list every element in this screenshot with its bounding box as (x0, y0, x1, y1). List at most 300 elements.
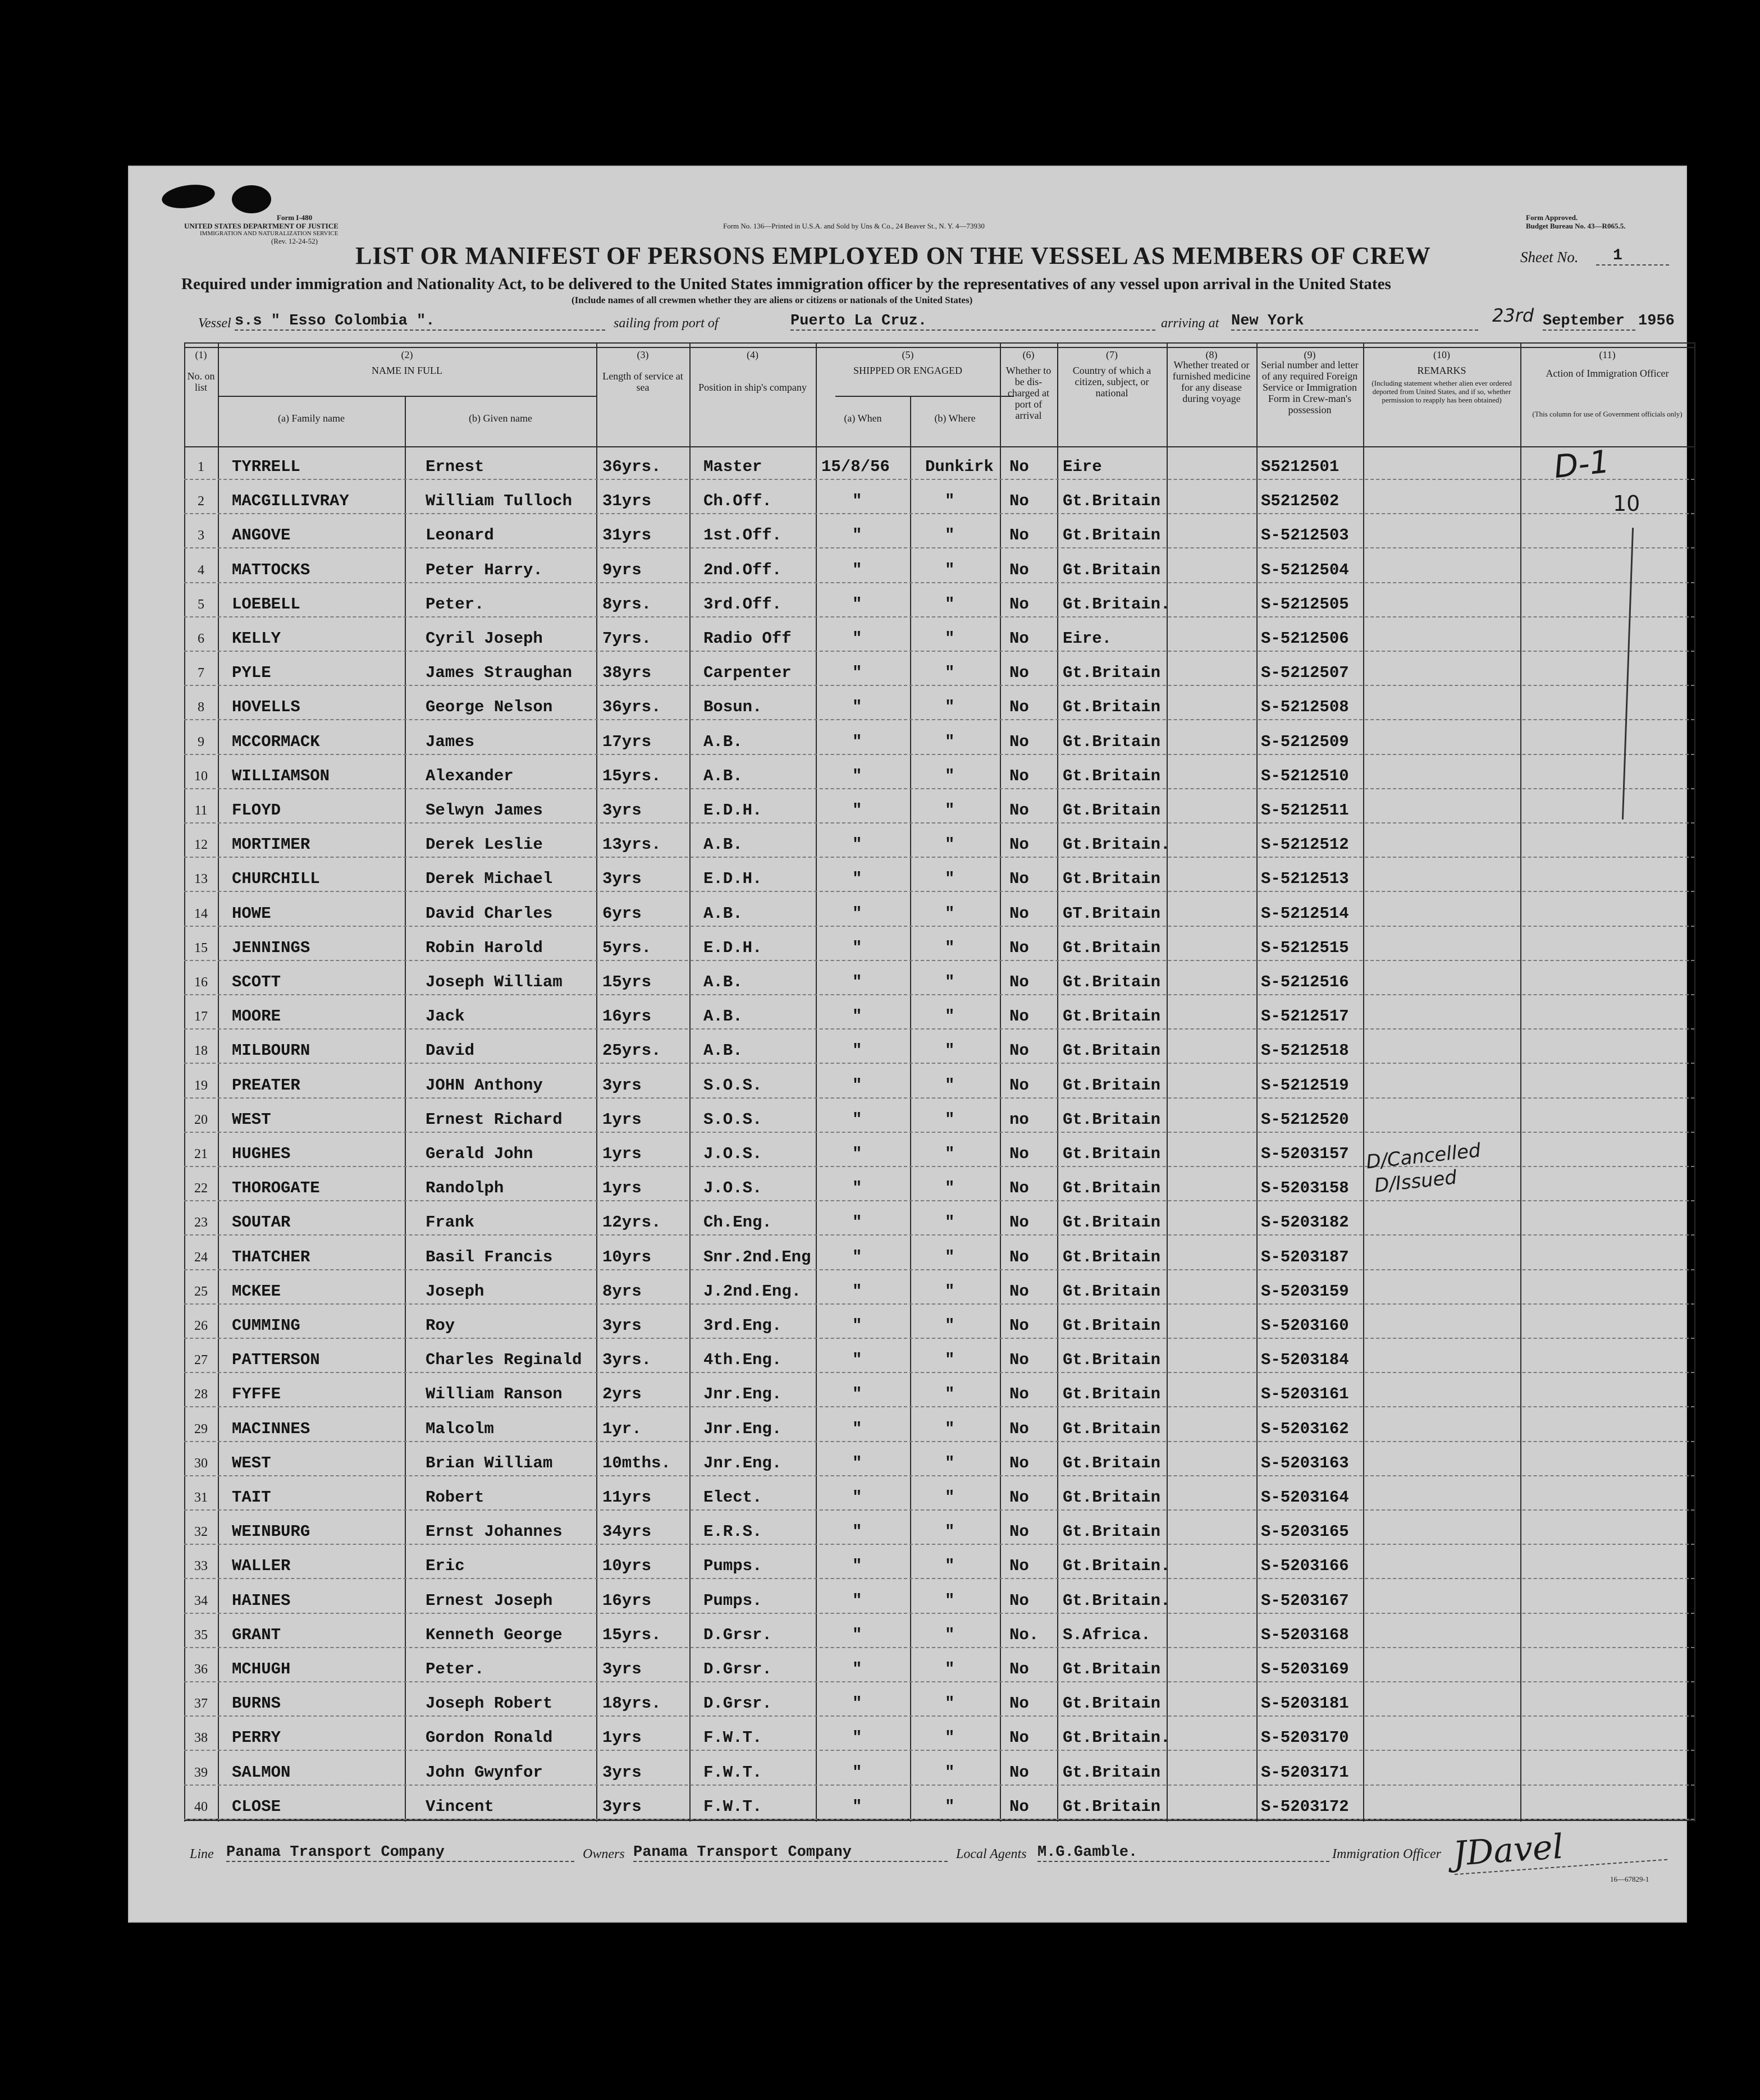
cell-position: 1st.Off. (703, 526, 782, 545)
cell-when: " (852, 1453, 862, 1472)
cell-country: Gt.Britain (1063, 1694, 1161, 1713)
row-number: 23 (194, 1215, 208, 1230)
cell-serial: S-5212506 (1261, 629, 1349, 648)
row-rule (184, 1303, 1694, 1305)
row-number: 28 (194, 1387, 208, 1402)
cell-serial: S-5212517 (1261, 1007, 1349, 1026)
cell-discharge: No (1009, 1179, 1029, 1198)
cell-service: 13yrs. (602, 835, 661, 854)
cell-discharge: No (1009, 492, 1029, 511)
col10-label: REMARKS (1417, 365, 1466, 376)
cell-serial: S-5203181 (1261, 1694, 1349, 1713)
cell-position: F.W.T. (703, 1728, 762, 1747)
owners-label: Owners (583, 1847, 625, 1861)
row-number: 29 (194, 1421, 208, 1436)
cell-given: Alexander (426, 766, 514, 785)
cell-where: " (945, 526, 955, 545)
cell-given: Selwyn James (426, 801, 543, 820)
cell-where: " (945, 1076, 955, 1095)
cell-when: " (852, 1213, 862, 1232)
cell-where: " (945, 938, 955, 957)
col5b-label: (b) Where (934, 413, 976, 424)
cell-family: HUGHES (232, 1145, 291, 1163)
cell-where: " (945, 1145, 955, 1163)
cell-discharge: No (1009, 732, 1029, 751)
cell-family: HOVELLS (232, 698, 300, 717)
cell-country: Gt.Britain (1063, 1179, 1161, 1198)
cell-service: 10mths. (602, 1453, 671, 1472)
row-rule (184, 685, 1694, 686)
col-line (1256, 342, 1258, 1822)
cell-service: 1yrs (602, 1179, 642, 1198)
col9-number: (9) (1304, 349, 1316, 360)
cell-where: " (945, 973, 955, 991)
row-rule (184, 926, 1694, 927)
row-rule (184, 513, 1694, 514)
cell-family: PERRY (232, 1728, 281, 1747)
row-number: 40 (194, 1799, 208, 1814)
row-rule (184, 616, 1694, 617)
row-number: 10 (194, 768, 208, 784)
col-line (596, 342, 597, 1822)
cell-discharge: No (1009, 457, 1029, 476)
cell-service: 1yr. (602, 1419, 642, 1438)
agents-label: Local Agents (956, 1847, 1027, 1861)
cell-service: 38yrs (602, 664, 652, 683)
cell-discharge: No (1009, 1385, 1029, 1404)
cell-serial: S-5203162 (1261, 1419, 1349, 1438)
cell-given: Joseph (426, 1282, 484, 1301)
cell-service: 16yrs (602, 1591, 652, 1610)
cell-serial: S-5212504 (1261, 560, 1349, 579)
cell-country: Eire (1063, 457, 1102, 476)
cell-position: A.B. (703, 766, 743, 785)
cell-family: WALLER (232, 1557, 291, 1576)
cell-position: 3rd.Eng. (703, 1316, 782, 1335)
officer-label: Immigration Officer (1332, 1847, 1441, 1861)
cell-when: " (852, 835, 862, 854)
line-value: Panama Transport Company (226, 1844, 574, 1862)
cell-position: Ch.Off. (703, 492, 772, 511)
row-number: 8 (198, 700, 204, 715)
cell-where: " (945, 904, 955, 923)
cell-serial: S-5203166 (1261, 1557, 1349, 1576)
cell-when: " (852, 664, 862, 683)
manifest-sheet (128, 166, 1687, 1923)
cell-where: " (945, 1351, 955, 1370)
cell-where: " (945, 1179, 955, 1198)
cell-given: Gordon Ronald (426, 1728, 553, 1747)
cell-discharge: No (1009, 594, 1029, 614)
cell-family: KELLY (232, 629, 281, 648)
row-rule (184, 1509, 1694, 1511)
col2-number: (2) (401, 349, 413, 360)
row-number: 34 (194, 1593, 208, 1608)
cell-when: " (852, 526, 862, 545)
row-number: 38 (194, 1731, 208, 1746)
col5a-label: (a) When (844, 413, 882, 424)
row-number: 1 (198, 460, 204, 474)
row-number: 22 (194, 1181, 208, 1196)
cell-country: Gt.Britain (1063, 664, 1161, 683)
row-rule (184, 754, 1694, 755)
cell-where: " (945, 664, 955, 683)
cell-discharge: No (1009, 1007, 1029, 1026)
cell-country: Gt.Britain (1063, 1145, 1161, 1163)
row-rule (184, 1475, 1694, 1476)
cell-service: 1yrs (602, 1110, 642, 1129)
row-number: 6 (198, 632, 204, 646)
cell-when: " (852, 629, 862, 648)
cell-family: BURNS (232, 1694, 281, 1713)
cell-service: 1yrs (602, 1728, 642, 1747)
cell-given: Leonard (426, 526, 494, 545)
cell-family: SOUTAR (232, 1213, 291, 1232)
cell-position: 4th.Eng. (703, 1351, 782, 1370)
cell-position: Pumps. (703, 1591, 762, 1610)
cell-position: E.R.S. (703, 1522, 762, 1541)
col11-label: Action of Immigration Officer (1546, 368, 1669, 379)
row-number: 19 (194, 1078, 208, 1093)
cell-service: 3yrs (602, 1316, 642, 1335)
cell-service: 15yrs. (602, 766, 661, 785)
row-number: 21 (194, 1147, 208, 1161)
cell-service: 2yrs (602, 1385, 642, 1404)
cell-country: Gt.Britain (1063, 526, 1161, 545)
cell-service: 6yrs (602, 904, 642, 923)
cell-where: " (945, 698, 955, 717)
cell-country: Gt.Britain (1063, 1351, 1161, 1370)
cell-where: " (945, 1557, 955, 1576)
cell-country: GT.Britain (1063, 904, 1161, 923)
crew-table (184, 342, 1694, 1959)
col1-label: No. on list (187, 370, 215, 393)
cell-service: 36yrs. (602, 698, 661, 717)
cell-discharge: No (1009, 1694, 1029, 1713)
cell-service: 8yrs (602, 1282, 642, 1301)
cell-where: " (945, 1282, 955, 1301)
cell-given: Peter. (426, 594, 484, 614)
table-top-line (184, 342, 1694, 344)
cell-when: " (852, 1625, 862, 1644)
arriving-port: New York (1231, 313, 1478, 331)
cell-when: " (852, 1007, 862, 1026)
cell-given: Roy (426, 1316, 455, 1335)
cell-family: WEST (232, 1453, 271, 1472)
action-mark: D-1 (1552, 443, 1612, 486)
col-line (910, 396, 911, 1822)
form-approved: Form Approved. (1526, 213, 1578, 222)
cell-when: " (852, 1145, 862, 1163)
row-number: 36 (194, 1662, 208, 1677)
col3-label: Length of service at sea (602, 370, 683, 393)
cell-country: Gt.Britain (1063, 1247, 1161, 1266)
cell-given: Jack (426, 1007, 465, 1026)
cell-service: 16yrs (602, 1007, 652, 1026)
row-rule (184, 1544, 1694, 1545)
row-number: 7 (198, 666, 204, 681)
cell-service: 36yrs. (602, 457, 661, 476)
cell-given: Frank (426, 1213, 475, 1232)
printer-line: Form No. 136—Printed in U.S.A. and Sold by Uns & Co., 24 Beaver St., N. Y. 4—73930 (723, 222, 985, 230)
col-line (816, 342, 817, 1822)
cell-serial: S-5203157 (1261, 1145, 1349, 1163)
cell-service: 11yrs (602, 1488, 652, 1507)
cell-when: " (852, 870, 862, 889)
cell-discharge: No (1009, 1557, 1029, 1576)
cell-where: " (945, 1522, 955, 1541)
cell-serial: S-5203182 (1261, 1213, 1349, 1232)
cell-discharge: No (1009, 1660, 1029, 1678)
cell-where: " (945, 1007, 955, 1026)
row-number: 15 (194, 940, 208, 955)
cell-service: 3yrs (602, 870, 642, 889)
cell-where: " (945, 1488, 955, 1507)
cell-family: PYLE (232, 664, 271, 683)
cell-where: " (945, 835, 955, 854)
cell-when: " (852, 801, 862, 820)
row-number: 9 (198, 734, 204, 749)
cell-family: MILBOURN (232, 1041, 310, 1060)
cell-country: Gt.Britain (1063, 698, 1161, 717)
cell-given: Ernest (426, 457, 484, 476)
cell-given: Vincent (426, 1797, 494, 1816)
cell-family: FLOYD (232, 801, 281, 820)
row-number: 4 (198, 562, 204, 578)
row-rule (184, 1406, 1694, 1407)
col5-label: SHIPPED OR ENGAGED (853, 365, 962, 376)
cell-given: Ernest Joseph (426, 1591, 553, 1610)
cell-serial: S-5212519 (1261, 1076, 1349, 1095)
cell-given: Malcolm (426, 1419, 494, 1438)
cell-family: THOROGATE (232, 1179, 320, 1198)
cell-discharge: No (1009, 1316, 1029, 1335)
department: UNITED STATES DEPARTMENT OF JUSTICE (184, 222, 339, 230)
cell-serial: S-5203172 (1261, 1797, 1349, 1816)
cell-given: John Gwynfor (426, 1763, 543, 1782)
cell-given: Peter Harry. (426, 560, 543, 579)
cell-service: 3yrs (602, 801, 642, 820)
col11-note: (This column for use of Government officials only) (1532, 410, 1683, 418)
col-line (1000, 342, 1001, 1822)
row-number: 37 (194, 1696, 208, 1712)
cell-when: " (852, 1557, 862, 1576)
cell-family: CLOSE (232, 1797, 281, 1816)
arrival-year: 1956 (1638, 313, 1675, 330)
cell-family: HAINES (232, 1591, 291, 1610)
cell-given: William Ranson (426, 1385, 563, 1404)
cell-given: Robert (426, 1488, 484, 1507)
cell-where: " (945, 732, 955, 751)
cell-where: " (945, 492, 955, 511)
col-line (1363, 342, 1364, 1822)
cell-position: D.Grsr. (703, 1694, 772, 1713)
cell-when: " (852, 1419, 862, 1438)
cell-when: " (852, 732, 862, 751)
cell-serial: S5212501 (1261, 457, 1340, 476)
row-rule (184, 1681, 1694, 1682)
cell-service: 34yrs (602, 1522, 652, 1541)
cell-given: Derek Leslie (426, 835, 543, 854)
cell-discharge: No (1009, 1522, 1029, 1541)
cell-position: A.B. (703, 835, 743, 854)
cell-position: F.W.T. (703, 1797, 762, 1816)
cell-where: " (945, 1419, 955, 1438)
cell-family: MOORE (232, 1007, 281, 1026)
cell-position: Jnr.Eng. (703, 1453, 782, 1472)
cell-family: MCKEE (232, 1282, 281, 1301)
cell-position: Ch.Eng. (703, 1213, 772, 1232)
col10-note: (Including statement whether alien ever ordered deported from United States, and if so, whether permission to reapply has been obtained) (1372, 379, 1512, 404)
row-rule (184, 1097, 1694, 1099)
arrival-day: 23rd (1492, 305, 1534, 326)
cell-discharge: No (1009, 1041, 1029, 1060)
col7-label: Country of which a citizen, subject, or national (1072, 365, 1151, 399)
cell-service: 12yrs. (602, 1213, 661, 1232)
cell-serial: S-5212510 (1261, 766, 1349, 785)
cell-given: Kenneth George (426, 1625, 563, 1644)
cell-serial: S-5203184 (1261, 1351, 1349, 1370)
cell-when: " (852, 1660, 862, 1678)
cell-when: " (852, 698, 862, 717)
cell-serial: S-5212509 (1261, 732, 1349, 751)
cell-when: " (852, 1763, 862, 1782)
cell-discharge: No (1009, 835, 1029, 854)
row-rule (184, 651, 1694, 652)
cell-when: " (852, 1247, 862, 1266)
cell-country: Gt.Britain (1063, 1076, 1161, 1095)
cell-given: Brian William (426, 1453, 553, 1472)
owners-value: Panama Transport Company (633, 1844, 948, 1862)
cell-position: Jnr.Eng. (703, 1419, 782, 1438)
cell-where: " (945, 629, 955, 648)
cell-service: 3yrs. (602, 1351, 652, 1370)
cell-serial: S-5212512 (1261, 835, 1349, 854)
cell-when: " (852, 1110, 862, 1129)
cell-country: Gt.Britain (1063, 1282, 1161, 1301)
cell-when: " (852, 1728, 862, 1747)
cell-where: " (945, 1453, 955, 1472)
cell-family: WEINBURG (232, 1522, 310, 1541)
cell-serial: S-5212503 (1261, 526, 1349, 545)
row-rule (184, 479, 1694, 480)
cell-when: " (852, 492, 862, 511)
agents-value: M.G.Gamble. (1037, 1844, 1329, 1862)
cell-family: WILLIAMSON (232, 766, 330, 785)
cell-position: Carpenter (703, 664, 792, 683)
cell-serial: S-5212518 (1261, 1041, 1349, 1060)
row-rule (184, 582, 1694, 583)
cell-discharge: No (1009, 1419, 1029, 1438)
row-rule (184, 822, 1694, 823)
row-number: 3 (198, 528, 204, 543)
cell-family: PATTERSON (232, 1351, 320, 1370)
cell-country: Gt.Britain. (1063, 1591, 1171, 1610)
cell-discharge: No (1009, 1145, 1029, 1163)
cell-country: Eire. (1063, 629, 1112, 648)
cell-service: 15yrs. (602, 1625, 661, 1644)
cell-given: Ernest Richard (426, 1110, 563, 1129)
cell-country: Gt.Britain (1063, 1522, 1161, 1541)
service: IMMIGRATION AND NATURALIZATION SERVICE (200, 230, 339, 237)
cell-given: Peter. (426, 1660, 484, 1678)
cell-when: " (852, 1385, 862, 1404)
table-top-line-2 (184, 347, 1694, 348)
cell-service: 9yrs (602, 560, 642, 579)
cell-discharge: No (1009, 1591, 1029, 1610)
cell-serial: S-5203160 (1261, 1316, 1349, 1335)
cell-when: " (852, 1591, 862, 1610)
cell-country: Gt.Britain (1063, 1797, 1161, 1816)
cell-discharge: No (1009, 629, 1029, 648)
cell-given: Charles Reginald (426, 1351, 582, 1370)
cell-family: MATTOCKS (232, 560, 310, 579)
cell-country: Gt.Britain (1063, 1385, 1161, 1404)
cell-serial: S-5203164 (1261, 1488, 1349, 1507)
row-rule (184, 719, 1694, 720)
vessel-name: s.s " Esso Colombia ". (235, 313, 605, 331)
cell-discharge: No (1009, 526, 1029, 545)
cell-serial: S-5212520 (1261, 1110, 1349, 1129)
cell-discharge: No (1009, 1763, 1029, 1782)
cell-where: " (945, 1247, 955, 1266)
cell-position: Pumps. (703, 1557, 762, 1576)
row-number: 14 (194, 906, 208, 921)
cell-serial: S-5203161 (1261, 1385, 1349, 1404)
cell-given: Ernst Johannes (426, 1522, 563, 1541)
col-line (218, 342, 219, 1822)
cell-when: " (852, 1041, 862, 1060)
cell-family: SALMON (232, 1763, 291, 1782)
cell-country: Gt.Britain (1063, 1763, 1161, 1782)
row-rule (184, 960, 1694, 961)
cell-when: " (852, 1522, 862, 1541)
cell-discharge: No (1009, 1076, 1029, 1095)
cell-country: Gt.Britain (1063, 801, 1161, 820)
cell-where: " (945, 560, 955, 579)
cell-discharge: No (1009, 664, 1029, 683)
col11-number: (11) (1599, 349, 1616, 360)
cell-position: A.B. (703, 732, 743, 751)
cell-discharge: No (1009, 904, 1029, 923)
form-number: Form I-480 (277, 213, 313, 222)
cell-position: J.2nd.Eng. (703, 1282, 802, 1301)
row-rule (184, 1234, 1694, 1236)
col6-number: (6) (1022, 349, 1035, 360)
row-number: 13 (194, 872, 208, 887)
row-rule (184, 547, 1694, 548)
cell-when: " (852, 594, 862, 614)
cell-where: " (945, 1625, 955, 1644)
cell-position: D.Grsr. (703, 1660, 772, 1678)
cell-where: " (945, 1694, 955, 1713)
row-number: 27 (194, 1353, 208, 1368)
cell-country: Gt.Britain (1063, 1213, 1161, 1232)
cell-where: " (945, 870, 955, 889)
cell-discharge: No (1009, 698, 1029, 717)
cell-given: James (426, 732, 475, 751)
cell-discharge: No (1009, 938, 1029, 957)
cell-where: " (945, 1797, 955, 1816)
cell-service: 10yrs (602, 1557, 652, 1576)
subtitle: Required under immigration and Nationality Act, to be delivered to the United States immigration officer by the representatives of any vessel upon arrival in the United States (181, 275, 1391, 293)
cell-when: " (852, 938, 862, 957)
cell-position: Master (703, 457, 762, 476)
arrival-month: September (1543, 313, 1635, 331)
row-number: 32 (194, 1525, 208, 1540)
cell-family: PREATER (232, 1076, 300, 1095)
cell-discharge: No (1009, 1282, 1029, 1301)
